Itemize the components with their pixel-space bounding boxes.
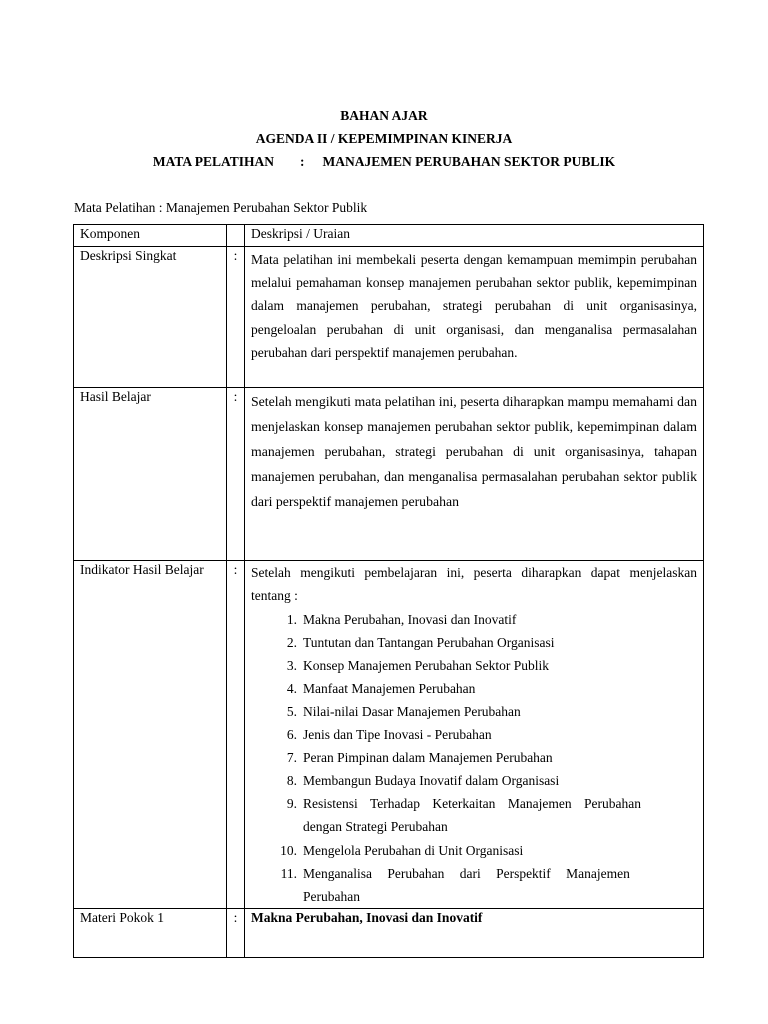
row-label-deskripsi: Deskripsi Singkat (74, 247, 227, 388)
heading-value: MANAJEMEN PERUBAHAN SEKTOR PUBLIK (322, 154, 616, 169)
table-row (74, 908, 704, 957)
list-item: 1. Makna Perubahan, Inovasi dan Inovatif (286, 611, 517, 627)
list-item: 6. Jenis dan Tipe Inovasi - Perubahan (286, 727, 492, 743)
header-komponen: Komponen (74, 225, 227, 247)
table-row (74, 388, 704, 561)
row-label-hasil: Hasil Belajar (74, 388, 227, 561)
mata-pelatihan-line: Mata Pelatihan : Manajemen Perubahan Sektor Publik (74, 200, 368, 215)
doc-mata-pelatihan-heading (0, 154, 768, 170)
table-row (74, 561, 704, 909)
list-item: 7. Peran Pimpinan dalam Manajemen Perubahan (286, 750, 553, 766)
row-colon: : (227, 388, 245, 561)
heading-label: MATA PELATIHAN (152, 154, 274, 169)
header-separator-cell (227, 225, 245, 247)
table-header-row (74, 225, 704, 247)
row-text-materi: Makna Perubahan, Inovasi dan Inovatif (245, 908, 704, 957)
row-text-hasil (245, 388, 704, 561)
heading-separator: : (299, 154, 305, 169)
list-item: 3. Konsep Manajemen Perubahan Sektor Publik (286, 657, 549, 673)
row-label-indikator: Indikator Hasil Belajar (74, 561, 227, 909)
list-item: 11. Menganalisa Perubahan dari Perspektif Manajemen Perubahan (280, 865, 630, 904)
row-colon: : (227, 247, 245, 388)
list-item: 4. Manfaat Manajemen Perubahan (286, 680, 476, 696)
row-colon: : (227, 908, 245, 957)
row-colon: : (227, 561, 245, 909)
doc-title: BAHAN AJAR (340, 108, 428, 123)
indikator-intro: Setelah mengikuti pembelajaran ini, peserta diharapkan dapat menjelaskan tentang : (251, 565, 697, 603)
indikator-list (251, 608, 697, 908)
component-table (73, 224, 704, 958)
table-row (74, 247, 704, 388)
row-text-deskripsi (245, 247, 704, 388)
header-deskripsi: Deskripsi / Uraian (245, 225, 704, 247)
row-label-materi: Materi Pokok 1 (74, 908, 227, 957)
list-item: 9. Resistensi Terhadap Keterkaitan Manajemen Perubahan dengan Strategi Perubahan (286, 796, 641, 835)
list-item: 10. Mengelola Perubahan di Unit Organisasi (280, 842, 524, 858)
row-text-indikator (245, 561, 704, 909)
list-item: 8. Membangun Budaya Inovatif dalam Organisasi (286, 773, 560, 789)
list-item: 5. Nilai-nilai Dasar Manajemen Perubahan (286, 703, 521, 719)
deskripsi-text: Mata pelatihan ini membekali peserta dengan kemampuan memimpin perubahan melalui pemahaman konsep manajemen perubahan sektor publik, kepemimpinan dalam manajemen perubahan, strategi perubahan di unit organisasinya, pengeloalan perubahan di unit organisasi, dan menganalisa permasalahan perubahan dari perspektif manajemen perubahan. (251, 252, 697, 360)
list-item: 2. Tuntutan dan Tantangan Perubahan Organisasi (286, 634, 555, 650)
doc-agenda: AGENDA II / KEPEMIMPINAN KINERJA (255, 131, 513, 146)
hasil-text: Setelah mengikuti mata pelatihan ini, peserta diharapkan mampu memahami dan menjelaskan konsep manajemen perubahan sektor publik, kepemimpinan dalam manajemen perubahan, strategi perubahan di unit organisasinya, tahapan manajemen perubahan, dan menganalisa permasalahan perubahan sektor publik dari perspektif manajemen perubahan (251, 394, 697, 509)
